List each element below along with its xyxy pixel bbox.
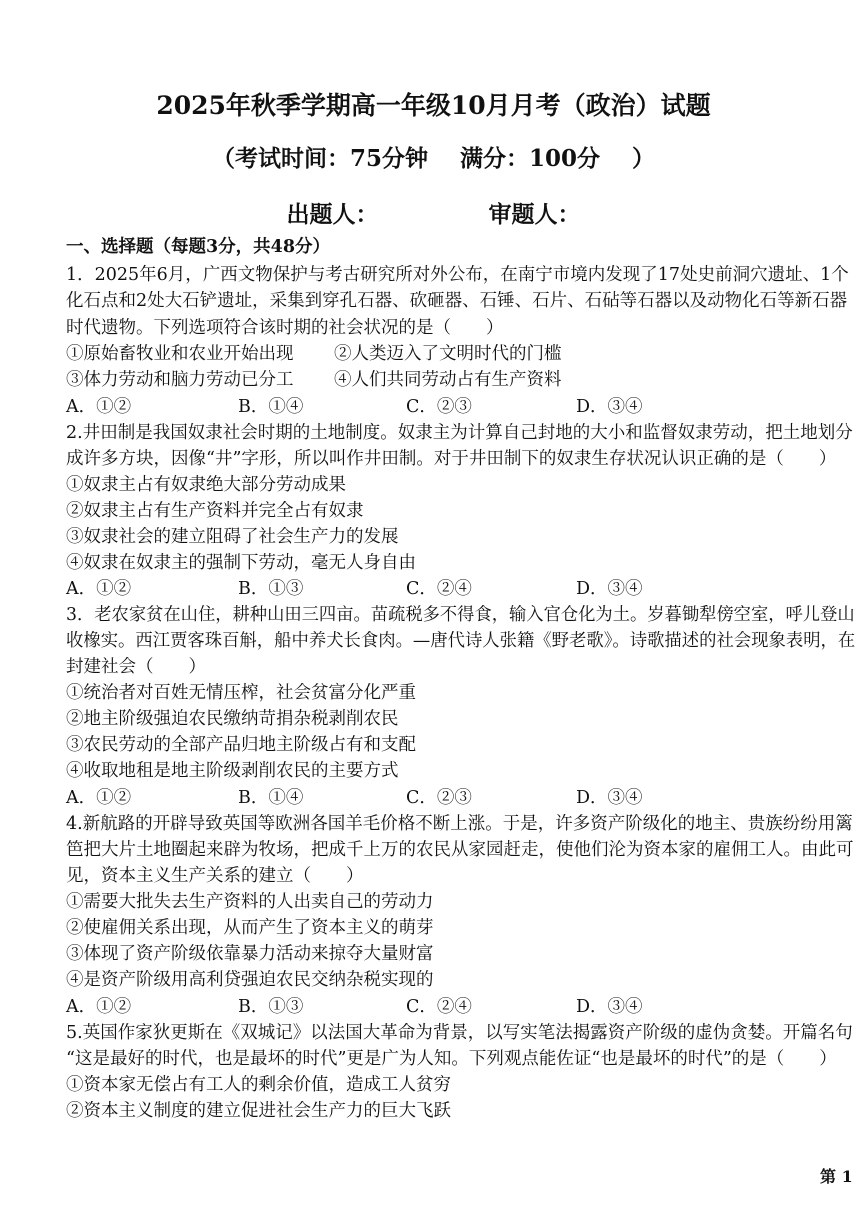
q4-choice-b: B．①③ (238, 997, 304, 1017)
q4-choice-c: C．②④ (406, 997, 472, 1017)
q3-item-4: ④收取地租是地主阶级剥削农民的主要方式 (66, 761, 399, 781)
q2-choice-c: C．②④ (406, 579, 472, 599)
question-1-line-1: 1．2025年6月，广西文物保护与考古研究所对外公布，在南宁市境内发现了17处史前洞穴遗址、1个 (66, 265, 849, 285)
q3-item-1: ①统治者对百姓无情压榨，社会贫富分化严重 (66, 683, 416, 703)
q3-choice-d: D．③④ (576, 788, 643, 808)
author-line (0, 196, 867, 229)
q4-item-3: ③体现了资产阶级依靠暴力活动来掠夺大量财富 (66, 944, 434, 964)
q4-choice-d: D．③④ (576, 997, 643, 1017)
page-number: 第 1 (820, 1167, 853, 1186)
q3-item-2: ②地主阶级强迫农民缴纳苛捐杂税剥削农民 (66, 709, 399, 729)
setter-label: 出题人： (286, 201, 379, 228)
q3-choice-a: A．①② (66, 788, 132, 808)
q2-item-2: ②奴隶主占有生产资料并完全占有奴隶 (66, 501, 364, 521)
q2-choice-b: B．①③ (238, 579, 304, 599)
q4-choice-a: A．①② (66, 997, 132, 1017)
q4-item-2: ②使雇佣关系出现，从而产生了资本主义的萌芽 (66, 918, 434, 938)
question-2-line-1: 2.井田制是我国奴隶社会时期的土地制度。奴隶主为计算自己封地的大小和监督奴隶劳动，把土地划分 (66, 423, 853, 443)
question-1-line-2: 化石点和2处大石铲遗址，采集到穿孔石器、砍砸器、石锤、石片、石砧等石器以及动物化石等新石器 (66, 291, 848, 311)
exam-info: （考试时间：75分钟 满分：100分 ） (211, 145, 656, 172)
q1-choice-b: B．①④ (238, 397, 304, 417)
q2-item-3: ③奴隶社会的建立阻碍了社会生产力的发展 (66, 527, 399, 547)
question-3-line-3: 封建社会（ ） (66, 657, 206, 677)
q1-item-1: ①原始畜牧业和农业开始出现 (66, 344, 294, 364)
section-heading: 一、选择题（每题3分，共48分） (66, 237, 331, 257)
q3-item-3: ③农民劳动的全部产品归地主阶级占有和支配 (66, 735, 416, 755)
question-1-line-3: 时代遗物。下列选项符合该时期的社会状况的是（ ） (66, 318, 504, 338)
question-3-line-2: 收橡实。西江贾客珠百斛，船中养犬长食肉。—唐代诗人张籍《野老歌》。诗歌描述的社会现象表明，在 (66, 631, 856, 651)
q1-choice-d: D．③④ (576, 397, 643, 417)
q2-item-4: ④奴隶在奴隶主的强制下劳动，毫无人身自由 (66, 553, 416, 573)
q5-item-2: ②资本主义制度的建立促进社会生产力的巨大飞跃 (66, 1101, 451, 1121)
q2-choice-a: A．①② (66, 579, 132, 599)
question-5-line-2: “这是最好的时代，也是最坏的时代”更是广为人知。下列观点能佐证“也是最坏的时代”的是（ ） (66, 1049, 837, 1069)
q5-item-1: ①资本家无偿占有工人的剩余价值，造成工人贫穷 (66, 1075, 451, 1095)
question-4-line-3: 见，资本主义生产关系的建立（ ） (66, 866, 364, 886)
exam-title: 2025年秋季学期高一年级10月月考（政治）试题 (156, 91, 711, 120)
q2-item-1: ①奴隶主占有奴隶绝大部分劳动成果 (66, 475, 346, 495)
q1-choice-a: A．①② (66, 397, 132, 417)
reviewer-label: 审题人： (488, 201, 581, 228)
q4-item-1: ①需要大批失去生产资料的人出卖自己的劳动力 (66, 892, 434, 912)
question-2-line-2: 成许多方块，因像“井”字形，所以叫作井田制。对于井田制下的奴隶生存状况认识正确的是（ ） (66, 449, 837, 469)
q3-choice-b: B．①④ (238, 788, 304, 808)
question-5-line-1: 5.英国作家狄更斯在《双城记》以法国大革命为背景，以写实笔法揭露资产阶级的虚伪贪婪。开篇名句 (66, 1023, 853, 1043)
q4-item-4: ④是资产阶级用高利贷强迫农民交纳杂税实现的 (66, 970, 434, 990)
question-3-line-1: 3．老农家贫在山住，耕种山田三四亩。苗疏税多不得食，输入官仓化为土。岁暮锄犁傍空室，呼儿登山 (66, 605, 855, 625)
question-4-line-2: 笆把大片土地圈起来辟为牧场，把成千上万的农民从家园赶走，使他们沦为资本家的雇佣工人。由此可 (66, 840, 854, 860)
q3-choice-c: C．②③ (406, 788, 472, 808)
q2-choice-d: D．③④ (576, 579, 643, 599)
question-4-line-1: 4.新航路的开辟导致英国等欧洲各国羊毛价格不断上涨。于是，许多资产阶级化的地主、贵族纷纷用篱 (66, 814, 853, 834)
q1-item-3: ③体力劳动和脑力劳动已分工 (66, 370, 294, 390)
q1-item-2: ②人类迈入了文明时代的门槛 (334, 344, 562, 364)
q1-item-4: ④人们共同劳动占有生产资料 (334, 370, 562, 390)
q1-choice-c: C．②③ (406, 397, 472, 417)
